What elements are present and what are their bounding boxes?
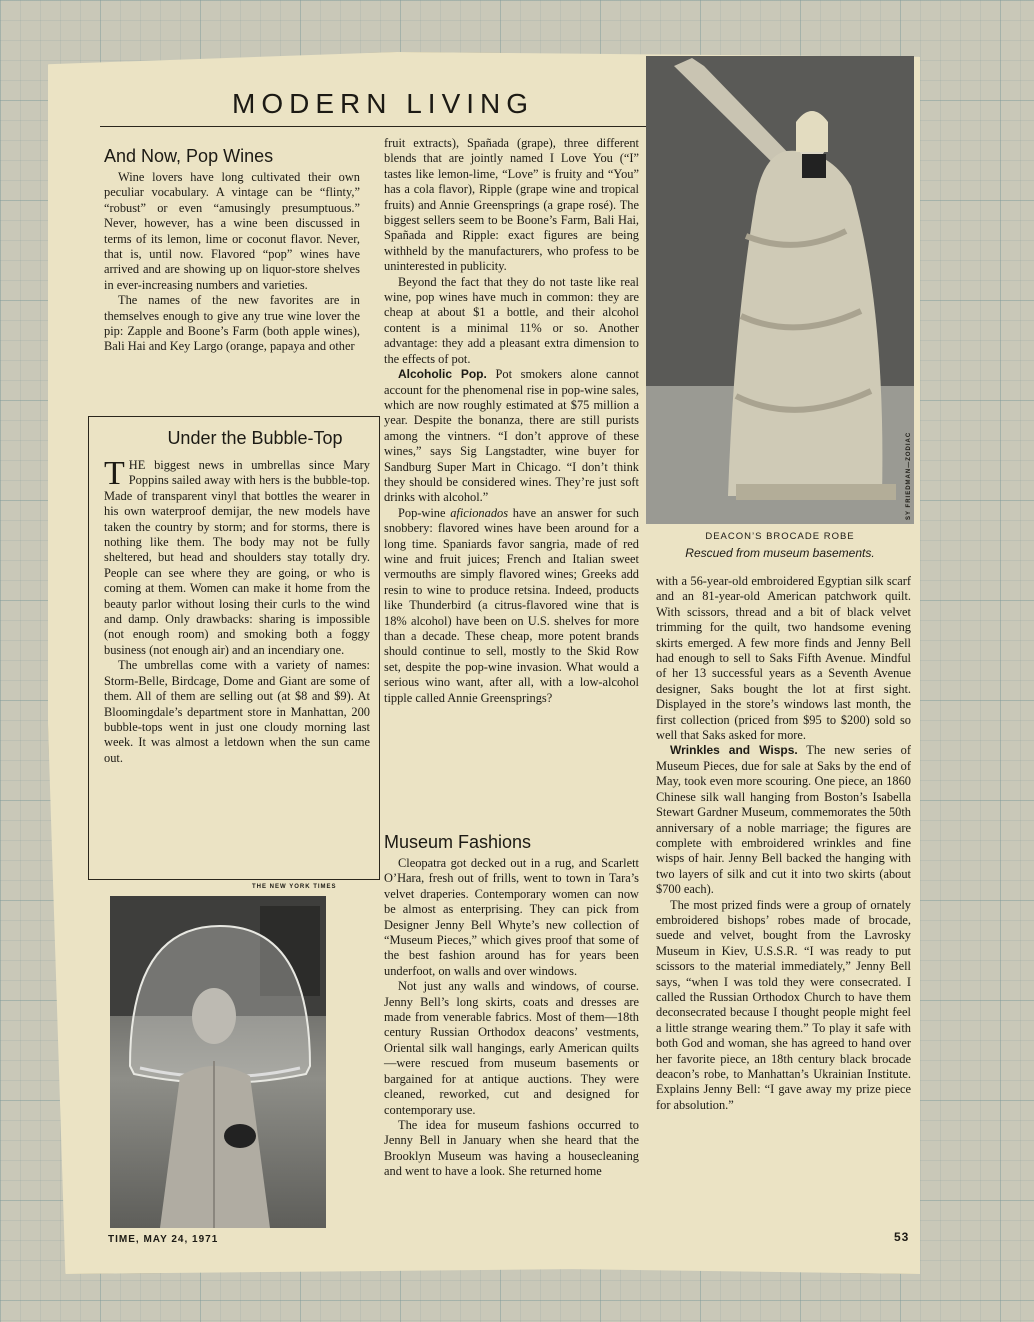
article2-paragraph: The umbrellas come with a variety of names: Storm-Belle, Birdcage, Dome and Giant are some of them. All of them are selling out (at $8 and $9). At Bloomingdale’s department store in Manhattan, 200 bubble-tops went in just one cloudy morning last week. It was almost a letdown when the sun came out. <box>104 658 370 765</box>
article3-column <box>384 856 639 1180</box>
article2-body <box>104 455 370 766</box>
article3-subsection: Wrinkles and Wisps. The new series of Museum Pieces, due for sale at Saks by the end of May, took even more scouring. One piece, an 1860 Chinese silk wall hanging from Boston’s Isabella Stewart Gardner Museum, commemorates the 50th anniversary of a noble marriage; the figures are complete with embroidered wrinkles and fine wisps of hair. Jenny Bell backed the hanging with two layers of silk and cut it into two skirts (about $700 each). <box>656 743 912 897</box>
article3-paragraph: Not just any walls and windows, of course. Jenny Bell’s long skirts, coats and dresses are made from venerable fabrics. Most of them—18th century Russian Orthodox deacons’ vestments, Oriental silk wall hangings, early American quilts—were rescued from museum basements or bargained for at antique auctions. They were cleaned, reworked, cut and designed for contemporary use. <box>384 979 639 1117</box>
photo-credit-nyt: THE NEW YORK TIMES <box>252 884 337 890</box>
article1-paragraph: Beyond the fact that they do not taste like real wine, pop wines have much in common: they are cheap at about $1 a bottle, and their alcohol content is a minimal 11% or so. Another advantage: they add a pleasant extra dimension to the effects of pot. <box>384 274 639 366</box>
brocade-robe-photo <box>646 56 914 524</box>
article1-heading: And Now, Pop Wines <box>104 146 274 166</box>
section-title: MODERN LIVING <box>232 88 535 119</box>
article1-paragraph: Wine lovers have long cultivated their own peculiar vocabulary. A vintage can be “flinty,” “robust” or even “amusingly presumptuous.” Never, however, has a wine been discussed in terms of its lemon, lime or coconut flavor. Never, that is, until now. Flavored “pop” wines have arrived and are showing up on liquor-store shelves in ever-increasing numbers and varieties. <box>104 170 360 292</box>
article2-first-paragraph: THE biggest news in umbrellas since Mary Poppins sailed away with hers is the bubble-top. Made of transparent vinyl that bottles the wearer in his own waterproof demijar, the new models have taken the country by storm; and for storms, there is nothing like them. The body may not be fully sheltered, but head and shoulders stay totally dry. People can see where they are going, or who is coming at them. Women can make it home from the beauty parlor without losing their curls to the wind and damp. Only drawbacks: sharing is impossible (not enough room) and smoking both a foggy business (not enough air) and an incendiary one. <box>104 455 370 657</box>
article3-heading: Museum Fashions <box>384 832 532 852</box>
article3-paragraph: The idea for museum fashions occurred to Jenny Bell in January when she heard that the Brooklyn Museum was having a housecleaning and went to have a look. She returned home <box>384 1117 639 1179</box>
wrinkles-wisps-subhead: Wrinkles and Wisps. <box>670 743 798 758</box>
article1-paragraph: Pop-wine aficionados have an answer for such snobbery: flavored wines have been around for a long time. Spaniards favor sangria, made of red wine and fruit juices; French and Italian sweet vermouths are simply flavored wines; Greeks add resin to wine to produce retsina. Indeed, products like Thunderbird (a citrus-flavored wine that is 18% alcohol) have been on U.S. shelves for more than a decade. These cheap, more potent brands should continue to sell, mostly to the Skid Row set, despite the pop-wine invasion. What would a serious wino want, after all, with a low-alcohol tipple called Annie Greensprings? <box>384 505 639 705</box>
photo-credit-zodiac: SY FRIEDMAN—ZODIAC <box>906 431 912 520</box>
alcoholic-pop-subhead: Alcoholic Pop. <box>398 367 487 382</box>
article3-paragraph: Cleopatra got decked out in a rug, and Scarlett O’Hara, fresh out of frills, went to town in Tara’s velvet draperies. Contemporary women can now be almost as enterprising. They can pick from Designer Jenny Bell Whyte’s new collection of “Museum Pieces,” which gives proof that some of the best fashion around has for years been underfoot, on walls and over windows. <box>384 856 639 978</box>
drop-cap: T <box>104 455 125 492</box>
robe-caption-title: DEACON’S BROCADE ROBE <box>705 531 855 542</box>
article1-paragraph: fruit extracts), Spañada (grape), three different blends that are jointly named I Love You (“I” tastes like lemon-lime, “Love” is fruity and “You” has a cola flavor), Ripple (grape wine and tropical fruits) and Annie Greensprings (a grape rosé). The biggest sellers seem to be Boone’s Farm, Bali Hai, Spañada and Ripple: exact figures are being withheld by the manufacturers, who profess to be uninterested in publicity. <box>384 136 639 274</box>
page-number: 53 <box>894 1230 910 1244</box>
robe-caption-text: Rescued from museum basements. <box>685 546 875 560</box>
article3-column3 <box>656 574 911 1113</box>
article1-column2 <box>384 136 639 706</box>
article3-paragraph: The most prized finds were a group of ornately embroidered bishops’ robes made of brocade, suede and velvet, bought from the Lavrosky Museum in Kiev, U.S.S.R. “I was ready to put scissors to the material immediately,” Jenny Bell says, “when I was told they were consecrated. I called the Russian Orthodox Church to have them deconsecrated because I thought people might feel a little strange wearing them.” To play it safe with both God and woman, she has agreed to hand over her favorite piece, an 18th century black brocade deacon’s robe, to Manhattan’s Ukrainian Institute. Explains Jenny Bell: “I gave away my prize piece for absolution.” <box>656 897 911 1112</box>
bubble-umbrella-photo <box>110 896 326 1228</box>
article3-paragraph: with a 56-year-old embroidered Egyptian silk scarf and an 81-year-old American patchwork quilt. With scissors, thread and a bit of black velvet trimming for the quilt, two handsome evening skirts emerged. A few more finds and Jenny Bell had enough to sell to Saks Fifth Avenue. Mindful of her 13 successful years as a Seventh Avenue designer, Saks bought the lot at first sight. Displayed in the store’s windows last month, the first collection (priced from $95 to $200) sold so well that Saks asked for more. <box>656 574 911 743</box>
article1-subsection: Alcoholic Pop. Pot smokers alone cannot account for the phenomenal rise in pop-wine sales, which are now roughly estimated at $75 million a year. Despite the bonanza, there are still purists among the vintners. “I don’t approve of these wines,” says Sig Langstadter, wine buyer for Sandburg Super Mart in Chicago. “I don’t think they should be considered wines. They’re just soft drinks with alcohol.” <box>384 367 640 505</box>
footer-issue-date: TIME, MAY 24, 1971 <box>108 1234 219 1245</box>
article1-column1 <box>104 170 360 355</box>
article1-paragraph: The names of the new favorites are in themselves enough to give any true wine lover the pip: Zapple and Boone’s Farm (both apple wines), Bali Hai and Key Largo (orange, papaya and other <box>104 293 360 354</box>
article2-heading: Under the Bubble-Top <box>167 428 343 448</box>
